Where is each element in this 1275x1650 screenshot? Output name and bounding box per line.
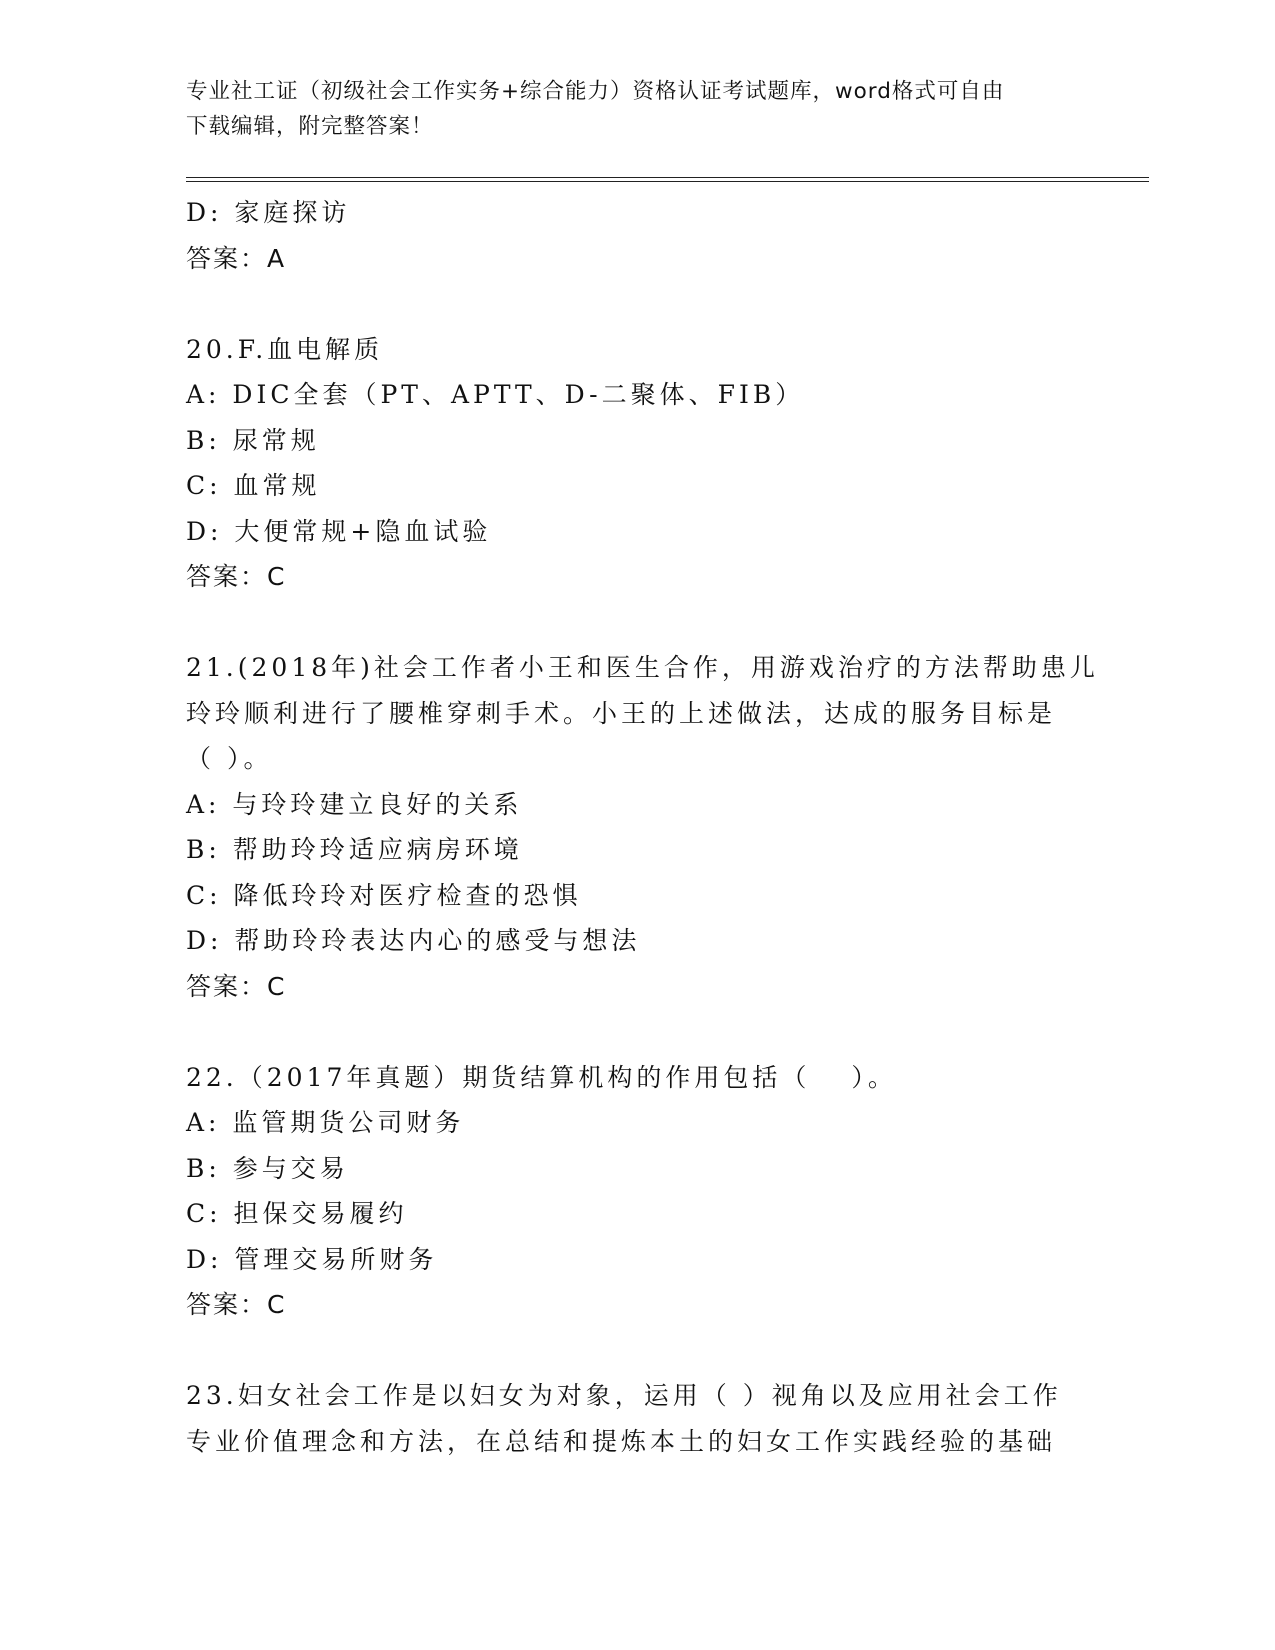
- option-c: C: 血常规: [186, 471, 321, 500]
- header-line-2: 下载编辑，附完整答案！: [186, 114, 434, 139]
- question-stem: 20.F.血电解质: [186, 334, 384, 364]
- question-stem-line-2: 专业价值理念和方法，在总结和提炼本土的妇女工作实践经验的基础: [186, 1426, 1057, 1456]
- question-20: [186, 327, 1086, 600]
- header-line-1: 专业社工证（初级社会工作实务+综合能力）资格认证考试题库，word格式可自由: [186, 79, 1005, 104]
- option-a: A: 监管期货公司财务: [186, 1108, 465, 1137]
- spacer: [186, 281, 1086, 327]
- answer: 答案：C: [186, 1290, 287, 1319]
- option-d: D: 家庭探访: [186, 198, 351, 227]
- question-stem-line-3: （ ）。: [186, 744, 273, 773]
- option-c: C: 降低玲玲对医疗检查的恐惧: [186, 880, 582, 910]
- option-d: D: 管理交易所财务: [186, 1244, 438, 1274]
- spacer: [186, 1328, 1086, 1374]
- question-stem-line-1: 23.妇女社会工作是以妇女为对象，运用（ ）视角以及应用社会工作: [186, 1381, 1062, 1410]
- header-divider-bottom: [186, 181, 1149, 182]
- option-c: C: 担保交易履约: [186, 1199, 408, 1228]
- answer: 答案：C: [186, 562, 287, 591]
- header-divider-top: [186, 177, 1149, 178]
- option-d: D: 帮助玲玲表达内心的感受与想法: [186, 926, 641, 955]
- question-stem-line-2: 玲玲顺利进行了腰椎穿刺手术。小王的上述做法，达成的服务目标是: [186, 698, 1057, 728]
- question-content: [186, 190, 1099, 1464]
- option-d: D: 大便常规+隐血试验: [186, 516, 492, 546]
- question-stem-line-1: 21.(2018年)社会工作者小王和医生合作，用游戏治疗的方法帮助患儿: [186, 653, 1099, 682]
- option-a: A: DIC全套（PT、APTT、D-二聚体、FIB）: [186, 380, 805, 409]
- spacer: [186, 600, 1086, 646]
- question-19-tail: [186, 190, 1086, 281]
- question-23: [186, 1373, 1086, 1464]
- option-a: A: 与玲玲建立良好的关系: [186, 789, 523, 819]
- answer: 答案：A: [186, 243, 287, 273]
- option-b: B: 参与交易: [186, 1153, 349, 1183]
- question-stem: 22.（2017年真题）期货结算机构的作用包括（ ）。: [186, 1062, 897, 1092]
- option-b: B: 尿常规: [186, 425, 320, 455]
- question-22: [186, 1055, 1086, 1328]
- spacer: [186, 1009, 1086, 1055]
- option-b: B: 帮助玲玲适应病房环境: [186, 835, 523, 864]
- answer: 答案：C: [186, 971, 287, 1001]
- page-header: [186, 74, 1086, 144]
- question-21: [186, 645, 1099, 1009]
